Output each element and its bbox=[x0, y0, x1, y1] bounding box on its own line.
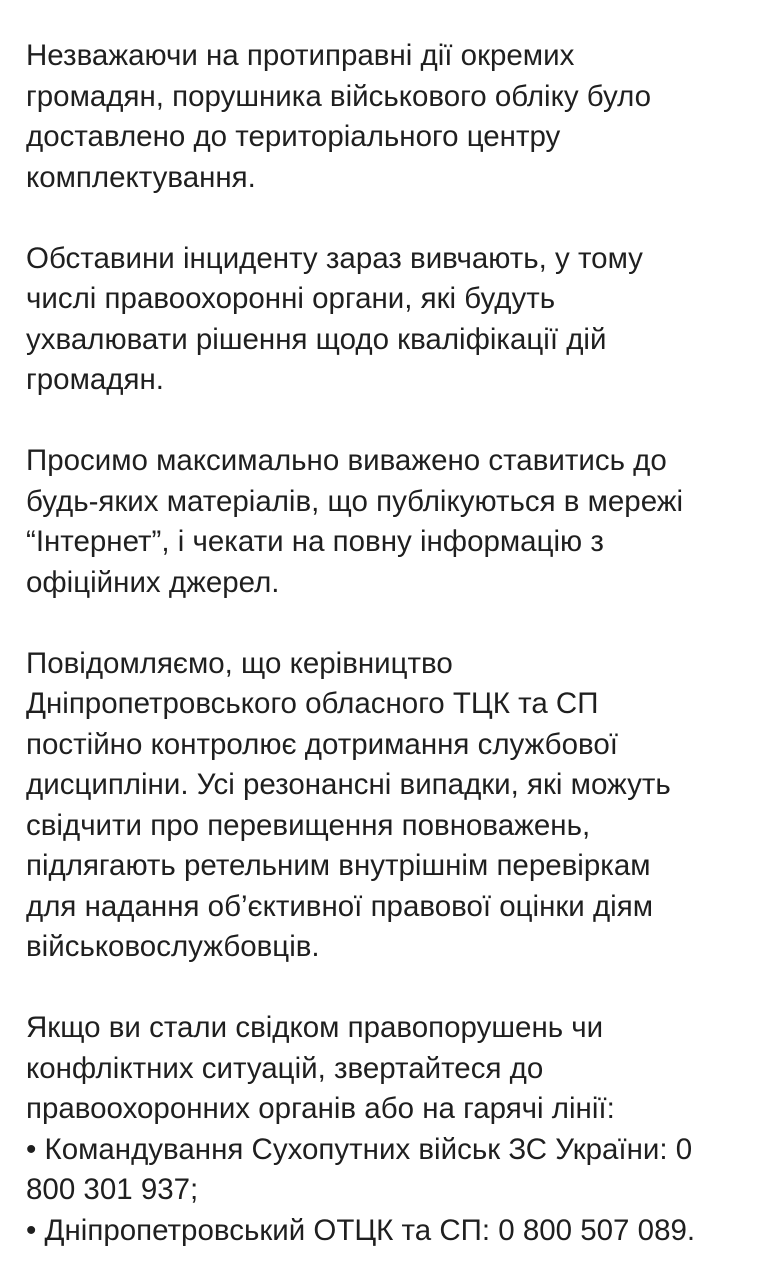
text-line: офіційних джерел. bbox=[26, 565, 280, 599]
text-line: Незважаючи на протиправні дії окремих bbox=[26, 39, 575, 72]
text-line: ухвалювати рішення щодо кваліфікації дій bbox=[26, 322, 607, 356]
text-line: дисципліни. Усі резонансні випадки, які можуть bbox=[26, 768, 671, 801]
text-line: для надання об’єктивної правової оцінки діям bbox=[26, 889, 653, 923]
message-paragraph-5 bbox=[26, 1008, 766, 1251]
text-line: Повідомляємо, що керівництво bbox=[26, 646, 453, 680]
message-paragraph-1 bbox=[26, 36, 766, 198]
hotline-item-1: • Командування Сухопутних військ ЗС України: 0 bbox=[26, 1132, 693, 1166]
text-line: конфліктних ситуацій, звертайтеся до bbox=[26, 1051, 544, 1085]
text-line: громадян. bbox=[26, 363, 164, 396]
message-paragraph-2 bbox=[26, 239, 766, 401]
text-line: “Інтернет”, і чекати на повну інформацію з bbox=[26, 525, 604, 558]
text-line: доставлено до територіального центру bbox=[26, 120, 561, 153]
message-paragraph-3 bbox=[26, 441, 766, 603]
hotline-item-2: • Дніпропетровський ОТЦК та СП: 0 800 507 089. bbox=[26, 1213, 696, 1247]
message-paragraph-4 bbox=[26, 644, 766, 968]
text-line: Просимо максимально виважено ставитись до bbox=[26, 444, 667, 477]
text-line: свідчити про перевищення повноважень, bbox=[26, 808, 591, 842]
text-line: Дніпропетровського обласного ТЦК та СП bbox=[26, 687, 599, 720]
text-line: правоохоронних органів або на гарячі лінії: bbox=[26, 1092, 615, 1125]
text-line: комплектування. bbox=[26, 160, 256, 194]
text-line: військовослужбовців. bbox=[26, 930, 320, 963]
text-line: будь-яких матеріалів, що публікуються в мережі bbox=[26, 484, 684, 518]
text-line: Обставини інциденту зараз вивчають, у тому bbox=[26, 241, 643, 275]
text-line: постійно контролює дотримання службової bbox=[26, 727, 618, 761]
hotline-item-1-continued: 800 301 937; bbox=[26, 1173, 199, 1206]
text-line: числі правоохоронні органи, які будуть bbox=[26, 282, 556, 315]
text-line: підлягають ретельним внутрішнім перевіркам bbox=[26, 849, 651, 882]
message-text bbox=[26, 36, 766, 1251]
text-line: Якщо ви стали свідком правопорушень чи bbox=[26, 1011, 604, 1044]
text-line: громадян, порушника військового обліку було bbox=[26, 79, 652, 113]
